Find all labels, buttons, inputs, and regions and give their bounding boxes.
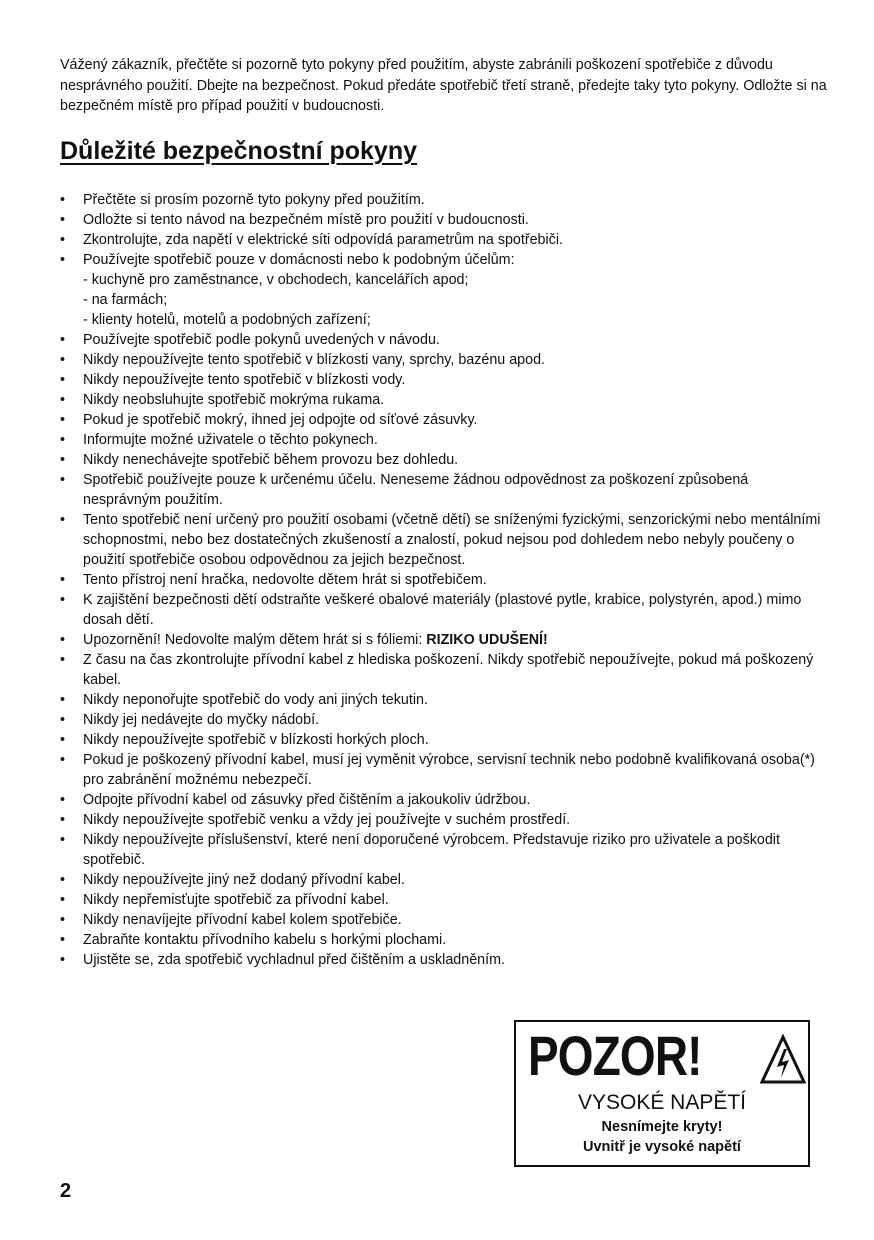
list-item: • Zkontrolujte, zda napětí v elektrické síti odpovídá parametrům na spotřebiči. bbox=[60, 230, 830, 250]
warning-line-voltage: Uvnitř je vysoké napětí bbox=[583, 1139, 741, 1155]
section-heading: Důležité bezpečnostní pokyny bbox=[60, 137, 418, 165]
list-item: • Přečtěte si prosím pozorně tyto pokyny před použitím. bbox=[60, 190, 830, 210]
warning-title: POZOR! bbox=[528, 1024, 702, 1087]
list-item: • Nikdy jej nedávejte do myčky nádobí. bbox=[60, 710, 830, 730]
list-item: • Nikdy nepoužívejte spotřebič v blízkosti horkých ploch. bbox=[60, 730, 830, 750]
list-item: • Nikdy nepoužívejte příslušenství, které není doporučené výrobcem. Představuje riziko pro uživatele a poškodit spotřebič. bbox=[60, 830, 830, 870]
choking-warning-text: Upozornění! Nedovolte malým dětem hrát si s fóliemi: bbox=[83, 632, 427, 648]
list-item: • Nikdy nepřemisťujte spotřebič za přívodní kabel. bbox=[60, 890, 830, 910]
warning-line-covers: Nesnímejte kryty! bbox=[601, 1119, 723, 1135]
list-subitem: - kuchyně pro zaměstnance, v obchodech, kancelářích apod; bbox=[83, 272, 469, 288]
list-item: • Ujistěte se, zda spotřebič vychladnul před čištěním a uskladněním. bbox=[60, 950, 830, 970]
list-item: • K zajištění bezpečnosti dětí odstraňte veškeré obalové materiály (plastové pytle, krabice, polystyrén, apod.) mimo dosah dětí. bbox=[60, 590, 830, 630]
page-number: 2 bbox=[60, 1180, 72, 1202]
high-voltage-warning-icon bbox=[760, 1034, 806, 1086]
list-item: • Nikdy nenechávejte spotřebič během provozu bez dohledu. bbox=[60, 450, 830, 470]
list-item: • Z času na čas zkontrolujte přívodní kabel z hlediska poškození. Nikdy spotřebič nepoužívejte, pokud má poškozený kabel. bbox=[60, 650, 830, 690]
list-item: • Pokud je spotřebič mokrý, ihned jej odpojte od síťové zásuvky. bbox=[60, 410, 830, 430]
list-item: • Zabraňte kontaktu přívodního kabelu s horkými plochami. bbox=[60, 930, 830, 950]
list-item: • Nikdy neponořujte spotřebič do vody ani jiných tekutin. bbox=[60, 690, 830, 710]
list-item: • Tento přístroj není hračka, nedovolte dětem hrát si spotřebičem. bbox=[60, 570, 830, 590]
list-subitem: - na farmách; bbox=[83, 292, 168, 308]
choking-warning-emphasis: RIZIKO UDUŠENÍ! bbox=[426, 632, 548, 648]
list-item: • Používejte spotřebič pouze v domácnosti nebo k podobným účelům: bbox=[60, 250, 830, 270]
list-item: • Spotřebič používejte pouze k určenému účelu. Neneseme žádnou odpovědnost za poškození způsobená nesprávným použitím. bbox=[60, 470, 830, 510]
list-item: • Tento spotřebič není určený pro použití osobami (včetně dětí) se sníženými fyzickými, senzorickými nebo mentálními schopnostmi, nebo bez dostatečných zkušeností a znalostí, pokud nejsou pod dohledem nebo nebyly poučeny o použití spotřebiče osobou odpovědnou za jejich bezpečnost. bbox=[60, 510, 830, 570]
list-item: • Pokud je poškozený přívodní kabel, musí jej vyměnit výrobce, servisní technik nebo podobně kvalifikovaná osoba(*) pro zabránění možnému nebezpečí. bbox=[60, 750, 830, 790]
safety-instructions-list bbox=[60, 190, 830, 970]
list-item: • Odpojte přívodní kabel od zásuvky před čištěním a jakoukoliv údržbou. bbox=[60, 790, 830, 810]
high-voltage-warning-box bbox=[514, 1020, 810, 1167]
list-item: • Nikdy nepoužívejte tento spotřebič v blízkosti vany, sprchy, bazénu apod. bbox=[60, 350, 830, 370]
list-item: • Používejte spotřebič podle pokynů uvedených v návodu. bbox=[60, 330, 830, 350]
list-item: • Nikdy nepoužívejte spotřebič venku a vždy jej používejte v suchém prostředí. bbox=[60, 810, 830, 830]
list-item: • Informujte možné uživatele o těchto pokynech. bbox=[60, 430, 830, 450]
list-subitem: - klienty hotelů, motelů a podobných zařízení; bbox=[83, 312, 371, 328]
list-item: • Nikdy neobsluhujte spotřebič mokrýma rukama. bbox=[60, 390, 830, 410]
list-item: • Nikdy nenavíjejte přívodní kabel kolem spotřebiče. bbox=[60, 910, 830, 930]
warning-subtitle: VYSOKÉ NAPĚTÍ bbox=[577, 1091, 747, 1114]
list-item: • Odložte si tento návod na bezpečném místě pro použití v budoucnosti. bbox=[60, 210, 830, 230]
intro-paragraph: Vážený zákazník, přečtěte si pozorně tyto pokyny před použitím, abyste zabránili poškození spotřebiče z důvodu nesprávného použití. Dbejte na bezpečnost. Pokud předáte spotřebič třetí straně, předejte taky tyto pokyny. Odložte si na bezpečném místě pro případ použití v budoucnosti. bbox=[60, 57, 827, 114]
list-item: • Nikdy nepoužívejte jiný než dodaný přívodní kabel. bbox=[60, 870, 830, 890]
list-item-choking-warning bbox=[60, 630, 830, 650]
list-item: • Nikdy nepoužívejte tento spotřebič v blízkosti vody. bbox=[60, 370, 830, 390]
